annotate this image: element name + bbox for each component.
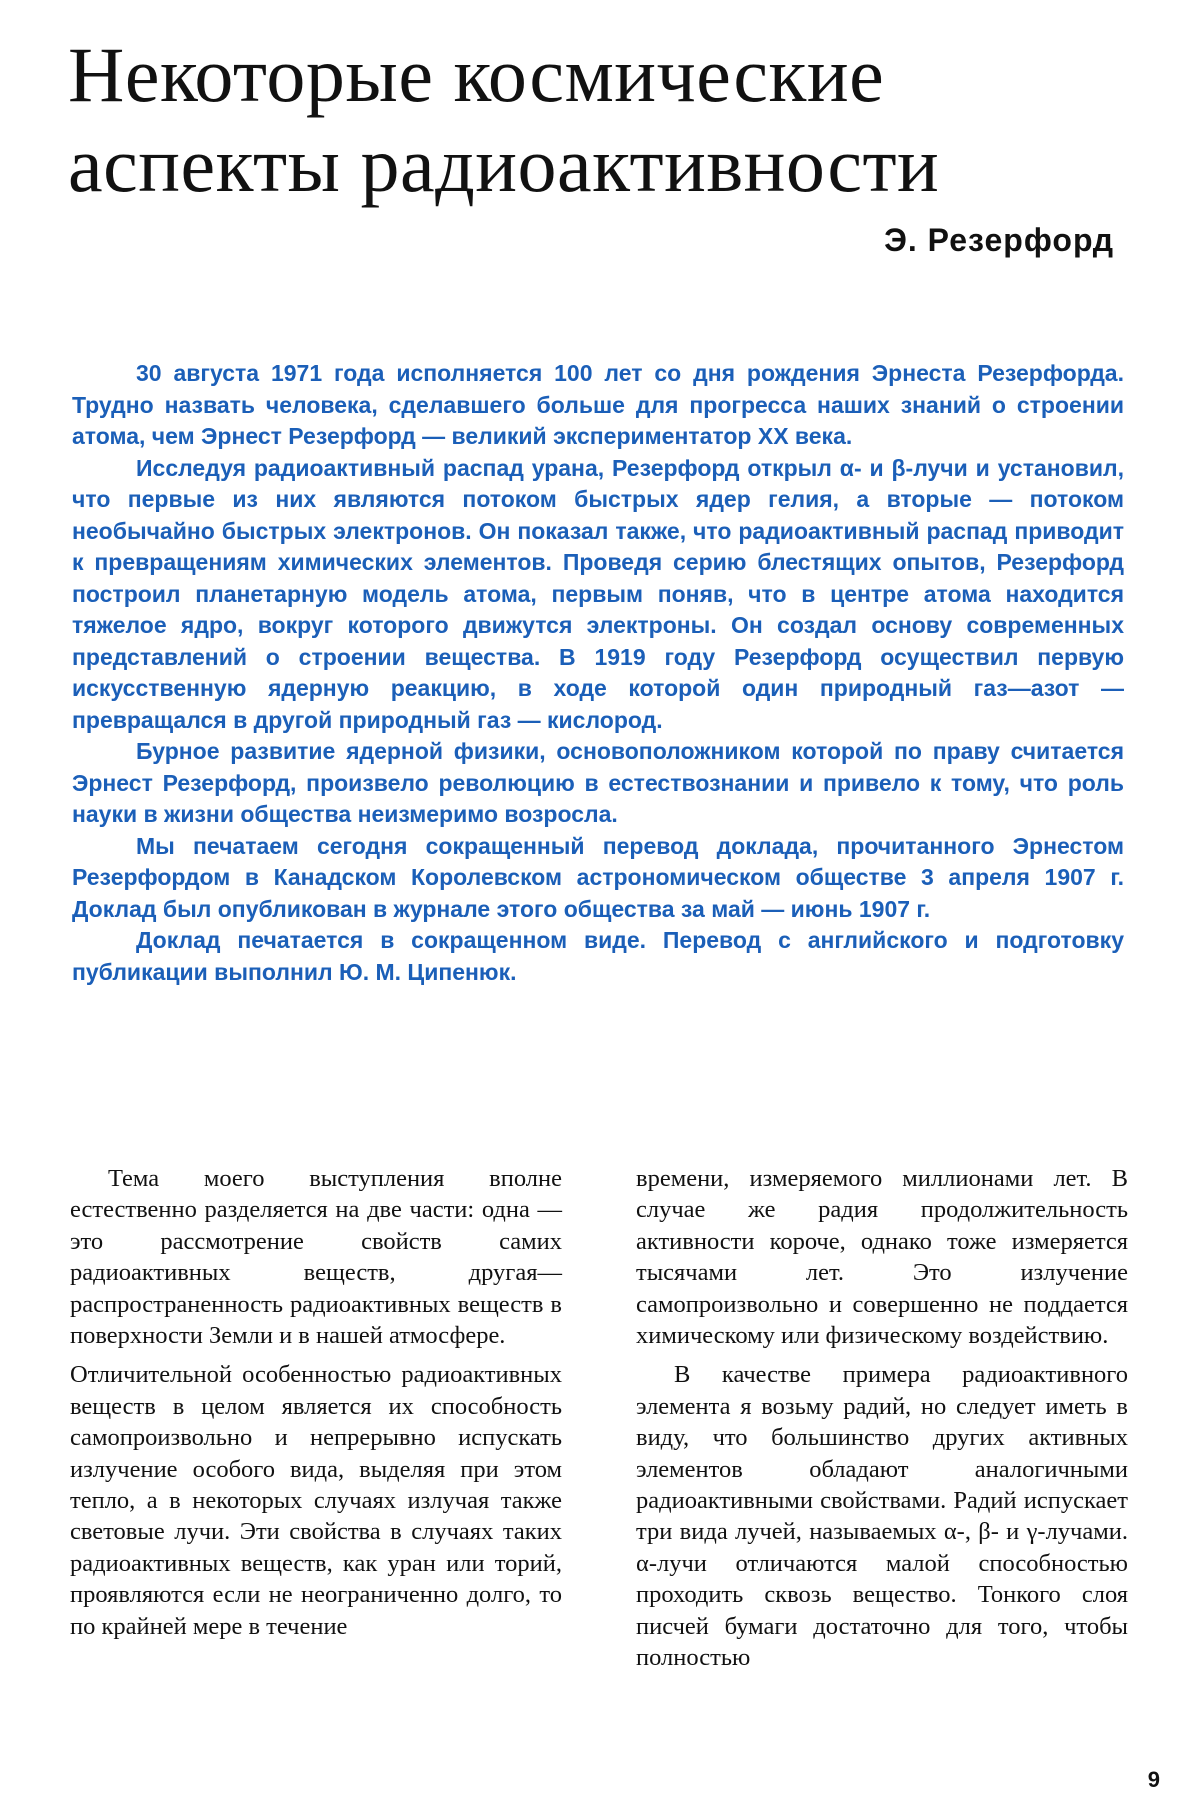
intro-paragraph: Исследуя радиоактивный распад урана, Резерфорд открыл α- и β-лучи и установил, что первые из них являются потоком быстрых ядер гелия, а вторые — потоком необычайно быстрых электронов. Он показал также, что радиоактивный распад приводит к превращениям химических элементов. Проведя серию блестящих опытов, Резерфорд построил планетарную модель атома, первым поняв, что в центре атома находится тяжелое ядро, вокруг которого движутся электроны. Он создал основу современных представлений о строении вещества. В 1919 году Резерфорд осуществил первую искусственную ядерную реакцию, в ходе которой один природный газ—азот — превращался в другой природный газ — кислород. xyxy=(72,454,1124,733)
intro-paragraph: Доклад печатается в сокращенном виде. Перевод с английского и подготовку публикации выполнил Ю. М. Ципенюк. xyxy=(72,927,1124,985)
title-line-2: аспекты радиоактивности xyxy=(68,121,940,208)
intro-paragraph: Бурное развитие ядерной физики, основоположником которой по праву считается Эрнест Резерфорд, произвело революцию в естествознании и привело к тому, что роль науки в жизни общества неизмеримо возросла. xyxy=(72,738,1124,827)
body-column-right xyxy=(636,1163,1128,1682)
body-paragraph: В качестве примера радиоактивного элемента я возьму радий, но следует иметь в виду, что большинство других активных элементов обладают аналогичными радиоактивными свойствами. Радий испускает три вида лучей, называемых α-, β- и γ-лучами. α-лучи отличаются малой способностью проходить сквозь вещество. Тонкого слоя писчей бумаги достаточно для того, чтобы полностью xyxy=(636,1361,1128,1672)
editorial-intro xyxy=(72,358,1124,988)
article-title xyxy=(68,30,1128,210)
body-paragraph: времени, измеряемого миллионами лет. В случае же радия продолжительность активности короче, однако тоже измеряется тысячами лет. Это излучение самопроизвольно и совершенно не поддается химическому или физическому воздействию. xyxy=(636,1165,1128,1350)
body-paragraph: Тема моего выступления вполне естественно разделяется на две части: одна — это рассмотрение свойств самих радиоактивных веществ, другая— распространенность радиоактивных веществ в поверхности Земли и в нашей атмосфере. xyxy=(70,1165,562,1350)
body-paragraph: Отличительной особенностью радиоактивных веществ в целом является их способность самопроизвольно и непрерывно испускать излучение особого вида, выделяя при этом тепло, а в некоторых случаях излучая также световые лучи. Эти свойства в случаях таких радиоактивных веществ, как уран или торий, проявляются если не неограниченно долго, то по крайней мере в течение xyxy=(70,1361,562,1640)
author-name: Э. Резерфорд xyxy=(884,222,1114,258)
title-line-1: Некоторые космические xyxy=(68,31,885,118)
intro-paragraph: 30 августа 1971 года исполняется 100 лет со дня рождения Эрнеста Резерфорда. Трудно назвать человека, сделавшего больше для прогресса наших знаний о строении атома, чем Эрнест Резерфорд — великий экспериментатор XX века. xyxy=(72,360,1124,449)
page-number: 9 xyxy=(1147,1767,1160,1792)
intro-paragraph: Мы печатаем сегодня сокращенный перевод доклада, прочитанного Эрнестом Резерфордом в Канадском Королевском астрономическом обществе 3 апреля 1907 г. Доклад был опубликован в журнале этого общества за май — июнь 1907 г. xyxy=(72,832,1124,922)
body-column-left xyxy=(70,1163,562,1650)
